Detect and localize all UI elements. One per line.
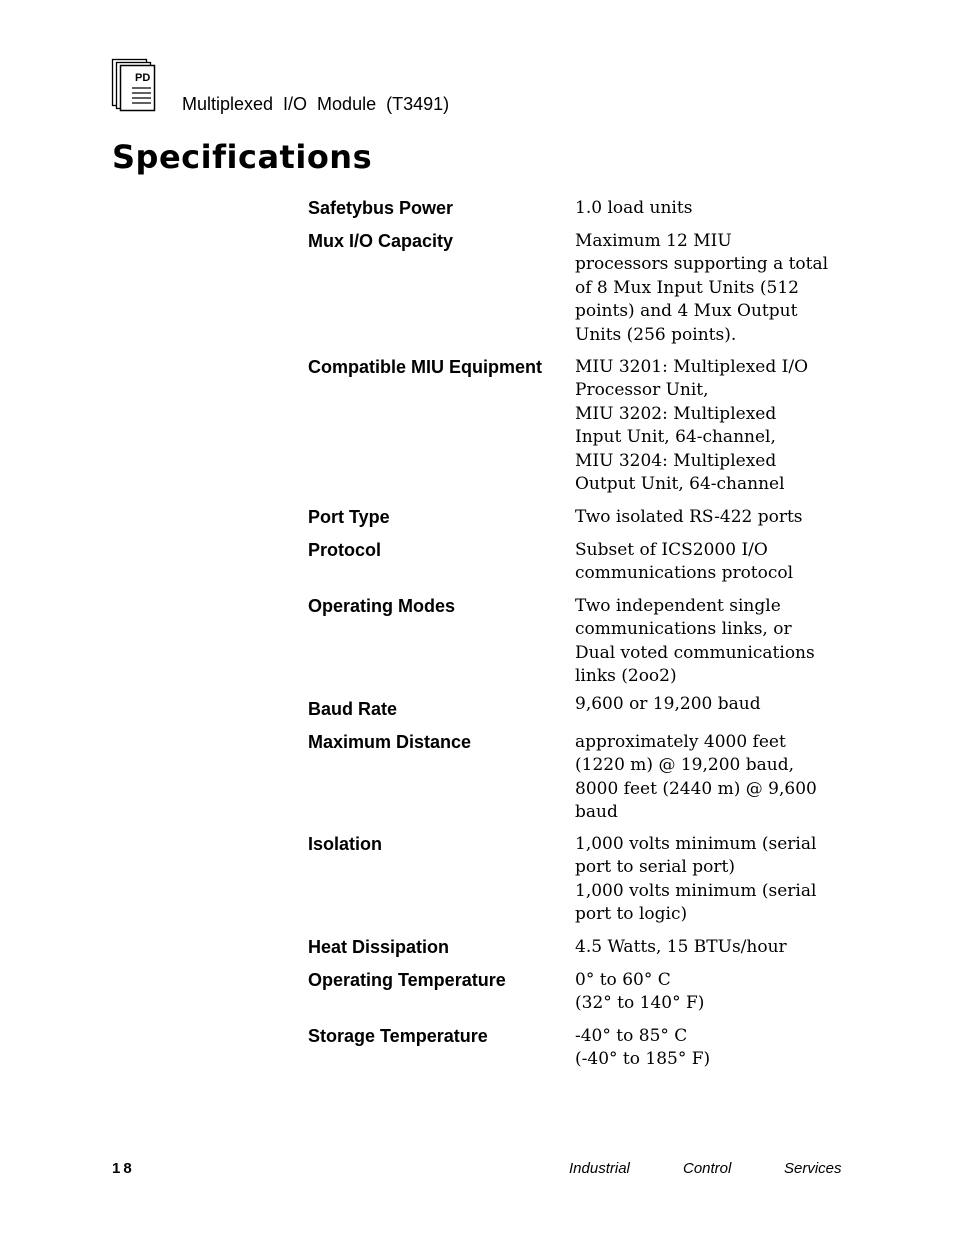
spec-value-line: (1220 m) @ 19,200 baud, — [575, 755, 794, 776]
spec-value-line: Dual voted communications — [575, 642, 815, 663]
spec-label: Compatible MIU Equipment — [308, 357, 542, 377]
spec-value-line: links (2oo2) — [575, 666, 677, 687]
spec-label: Port Type — [308, 507, 390, 527]
spec-value-line: MIU 3204: Multiplexed — [575, 450, 777, 471]
spec-value-line: communications protocol — [575, 563, 794, 584]
spec-label: Operating Modes — [308, 596, 456, 616]
spec-value — [575, 356, 827, 496]
spec-value-line: Maximum 12 MIU — [575, 231, 732, 251]
spec-label: Safetybus Power — [308, 198, 454, 218]
spec-value — [575, 1025, 827, 1072]
spec-value — [575, 539, 827, 586]
spec-value-line: Input Unit, 64-channel, — [575, 427, 776, 448]
spec-value-line: of 8 Mux Input Units (512 — [575, 277, 799, 298]
spec-value-line: Output Unit, 64-channel — [575, 474, 785, 495]
spec-value-line: 0° to 60° C — [575, 970, 671, 990]
spec-value — [575, 230, 827, 347]
spec-value — [575, 731, 827, 825]
spec-value — [575, 969, 827, 1016]
spec-label: Heat Dissipation — [308, 937, 450, 957]
footer-company-word: Services — [784, 1160, 842, 1177]
spec-value-line: Subset of ICS2000 I/O — [575, 540, 768, 560]
spec-value-line: MIU 3201: Multiplexed I/O — [575, 357, 809, 377]
svg-text:PD: PD — [135, 72, 151, 84]
spec-value-line: (-40° to 185° F) — [575, 1049, 711, 1070]
spec-value-line: (32° to 140° F) — [575, 993, 705, 1014]
spec-value-line: MIU 3202: Multiplexed — [575, 403, 777, 424]
spec-label: Storage Temperature — [308, 1026, 488, 1046]
spec-value — [575, 595, 827, 689]
spec-label: Maximum Distance — [308, 732, 472, 752]
spec-value-line: port to logic) — [575, 904, 688, 925]
spec-value-line: communications links, or — [575, 619, 792, 640]
document-pages-icon — [111, 58, 157, 112]
spec-value — [575, 197, 827, 220]
spec-label: Protocol — [308, 540, 382, 560]
spec-value-line: baud — [575, 802, 618, 823]
spec-value — [575, 936, 827, 959]
spec-value-line: port to serial port) — [575, 857, 735, 878]
page-title: Specifications — [112, 138, 373, 176]
running-header-title: Multiplexed I/O Module (T3491) — [182, 94, 450, 114]
spec-value-line: points) and 4 Mux Output — [575, 301, 798, 322]
spec-value-line: Processor Unit, — [575, 380, 709, 401]
spec-label: Mux I/O Capacity — [308, 231, 454, 251]
spec-value-line: approximately 4000 feet — [575, 732, 786, 752]
spec-value — [575, 693, 827, 716]
spec-label: Operating Temperature — [308, 970, 506, 990]
spec-value-line: 1,000 volts minimum (serial — [575, 834, 817, 854]
spec-label: Isolation — [308, 834, 383, 854]
spec-value-line: Units (256 points). — [575, 324, 737, 345]
spec-label: Baud Rate — [308, 699, 398, 719]
spec-value — [575, 833, 827, 927]
spec-value-line: 4.5 Watts, 15 BTUs/hour — [575, 937, 787, 957]
spec-value-line: -40° to 85° C — [575, 1026, 688, 1046]
spec-value-line: 9,600 or 19,200 baud — [575, 694, 761, 714]
spec-value-line: 8000 feet (2440 m) @ 9,600 — [575, 778, 817, 799]
spec-value-line: Two independent single — [575, 596, 781, 616]
footer-company-word: Industrial — [569, 1160, 630, 1177]
page-number: 18 — [112, 1160, 135, 1177]
footer-company-word: Control — [683, 1160, 732, 1177]
spec-value-line: 1.0 load units — [575, 198, 693, 218]
spec-value — [575, 506, 827, 529]
spec-value-line: Two isolated RS-422 ports — [575, 507, 803, 527]
spec-value-line: 1,000 volts minimum (serial — [575, 880, 817, 901]
spec-value-line: processors supporting a total — [575, 254, 829, 275]
